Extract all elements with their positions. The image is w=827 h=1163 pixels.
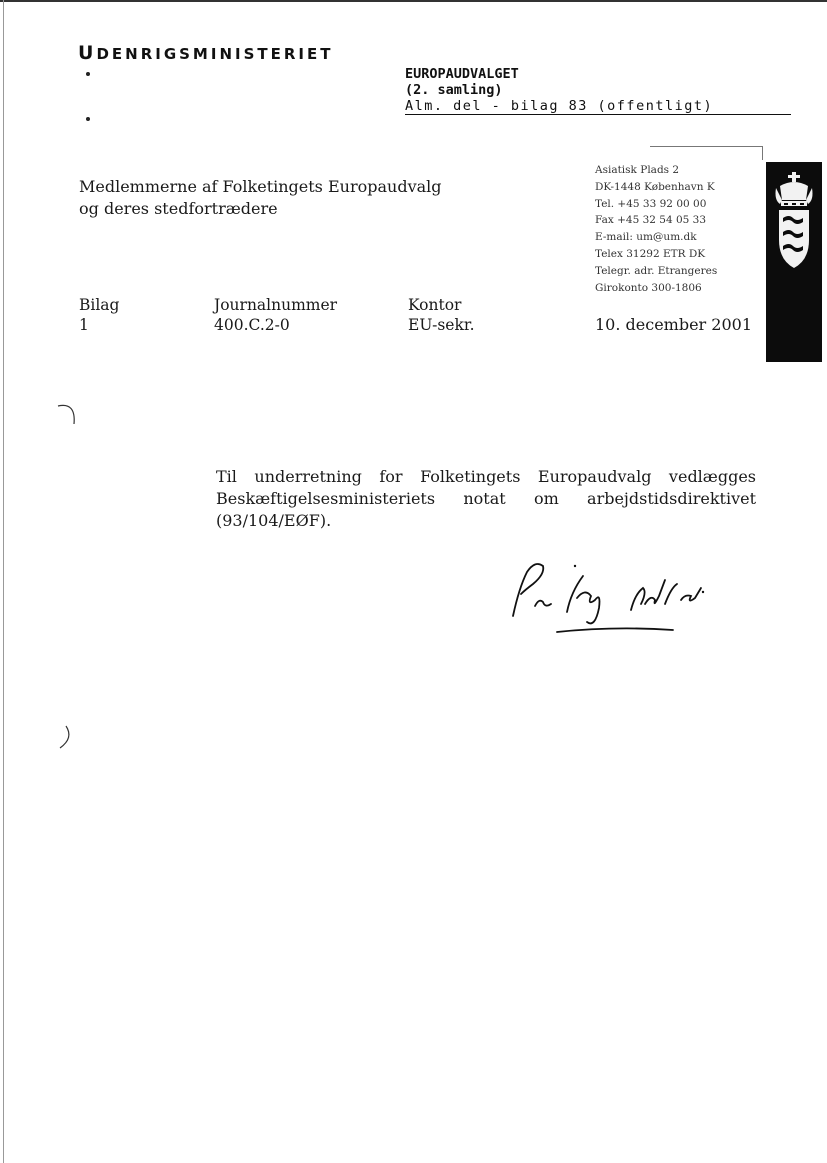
bilag-value: 1: [79, 316, 89, 334]
letter-body: Til underretning for Folketingets Europaudvalg vedlægges Beskæftigelsesministeriets notat om arbejdstidsdirektivet (93/104/EØF).: [216, 467, 756, 530]
recipient-line-2: og deres stedfortrædere: [79, 199, 278, 218]
royal-crest-icon: [772, 170, 816, 280]
ministry-initial: U: [78, 42, 97, 64]
stamp-session: (2. samling): [405, 82, 503, 98]
address-phone: Tel. +45 33 92 00 00: [595, 197, 707, 210]
stamp-reference: Alm. del - bilag 83 (offentligt): [405, 98, 791, 115]
journal-value: 400.C.2-0: [214, 316, 290, 334]
handwritten-signature-icon: [505, 548, 715, 648]
committee-stamp: [405, 66, 791, 115]
address-email: E-mail: um@um.dk: [595, 231, 697, 244]
kontor-value: EU-sekr.: [408, 316, 475, 334]
left-border-line: [3, 0, 4, 1163]
address-fax: Fax +45 32 54 05 33: [595, 214, 707, 227]
scan-dot: [86, 72, 90, 76]
journal-label: Journalnummer: [214, 296, 338, 314]
kontor-label: Kontor: [408, 296, 462, 314]
recipient-line-1: Medlemmerne af Folketingets Europaudvalg: [79, 177, 442, 196]
punch-hole-mark-icon: [52, 722, 82, 752]
address-telegram: Telegr. adr. Etrangeres: [595, 264, 718, 277]
top-border-line: [0, 0, 827, 2]
address-rule-tick: [762, 146, 763, 160]
scan-dot: [86, 117, 90, 121]
recipient-block: [79, 176, 442, 220]
address-street: Asiatisk Plads 2: [595, 164, 680, 176]
address-city: DK-1448 København K: [595, 180, 715, 193]
ministry-letterhead: [78, 42, 333, 64]
sender-address-block: [595, 162, 717, 296]
address-rule: [650, 146, 762, 147]
bilag-label: Bilag: [79, 296, 120, 314]
ministry-name-rest: DENRIGSMINISTERIET: [96, 45, 334, 63]
address-giro: Girokonto 300-1806: [595, 281, 702, 294]
stamp-committee: EUROPAUDVALGET: [405, 66, 519, 82]
address-telex: Telex 31292 ETR DK: [595, 247, 706, 260]
letter-date: 10. december 2001: [595, 315, 753, 334]
punch-hole-mark-icon: [52, 400, 82, 430]
